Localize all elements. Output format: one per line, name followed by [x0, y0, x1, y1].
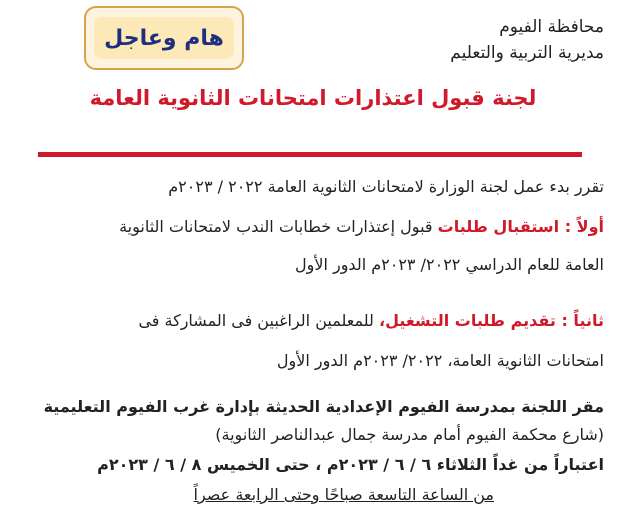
second-item-label: ثانياً : تقديم طلبات التشغيل،	[378, 311, 604, 330]
issuer-header	[450, 14, 604, 66]
urgent-badge	[84, 6, 244, 70]
working-hours: من الساعة التاسعة صباحًا وحتى الرابعة عصراً	[193, 485, 494, 504]
first-item-continuation: العامة للعام الدراسي ٢٠٢٢/ ٢٠٢٣م الدور الأول	[294, 255, 604, 274]
intro-line: تقرر بدء عمل لجنة الوزارة لامتحانات الثانوية العامة ٢٠٢٢ / ٢٠٢٣م	[168, 177, 604, 196]
first-item	[14, 212, 604, 242]
schedule-dates: اعتباراً من غداً الثلاثاء ٦ / ٦ / ٢٠٢٣م ، حتى الخميس ٨ / ٦ / ٢٠٢٣م	[97, 455, 604, 474]
second-item	[14, 306, 604, 336]
page-title: لجنة قبول اعتذارات امتحانات الثانوية العامة	[89, 86, 537, 110]
title-divider	[38, 152, 582, 157]
second-item-continuation: امتحانات الثانوية العامة، ٢٠٢٢/ ٢٠٢٣م الدور الأول	[276, 351, 604, 370]
first-item-label: أولاً : استقبال طلبات	[437, 217, 604, 236]
first-item-text: قبول إعتذارات خطابات الندب لامتحانات الثانوية	[119, 217, 433, 236]
second-item-text: للمعلمين الراغبين فى المشاركة فى	[138, 311, 374, 330]
committee-address: (شارع محكمة الفيوم أمام مدرسة جمال عبدالناصر الثانوية)	[215, 425, 604, 444]
urgent-badge-label: هام وعاجل	[94, 17, 234, 59]
committee-location: مقر اللجنة بمدرسة الفيوم الإعدادية الحديثة بإدارة غرب الفيوم التعليمية	[43, 397, 604, 416]
directorate-name: مديرية التربية والتعليم	[450, 43, 604, 63]
governorate-name: محافظة الفيوم	[499, 17, 604, 37]
